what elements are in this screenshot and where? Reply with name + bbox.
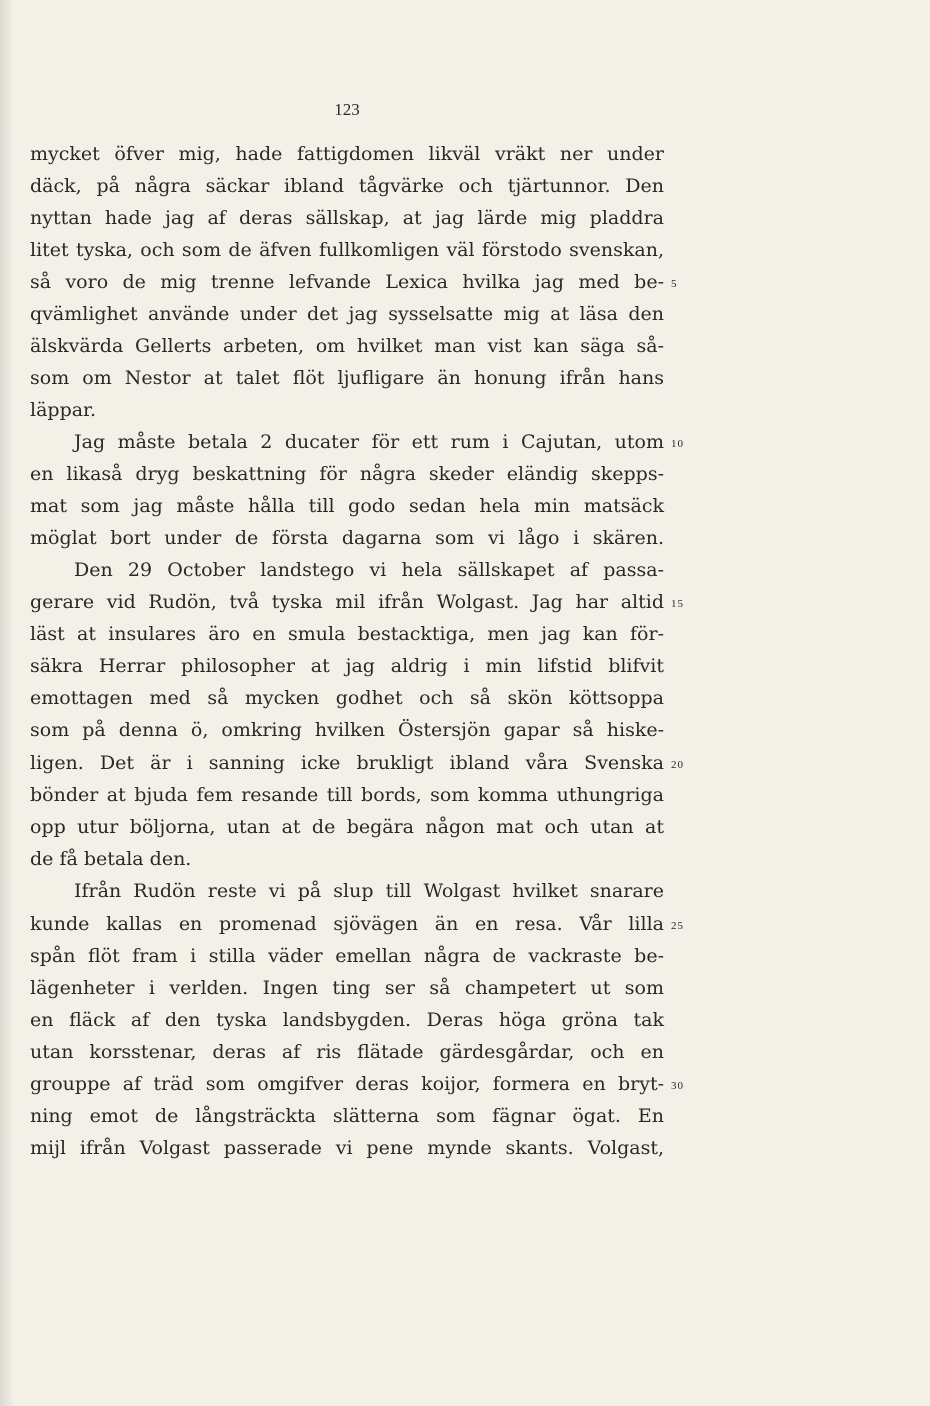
line-number: 30 xyxy=(671,1080,684,1092)
page-edge-shadow xyxy=(0,0,14,1406)
text-line: kunde kallas en promenad sjövägen än en resa. Vår lilla xyxy=(30,913,664,935)
text-line: en likaså dryg beskattning för några skeder eländig skepps- xyxy=(30,463,664,485)
text-line: ning emot de långsträckta slätterna som fägnar ögat. En xyxy=(30,1105,664,1127)
text-line: ligen. Det är i sanning icke brukligt ibland våra Svenska xyxy=(30,752,664,774)
text-line: som på denna ö, omkring hvilken Östersjön gapar så hiske- xyxy=(30,719,664,741)
text-line: som om Nestor at talet flöt ljufligare än honung ifrån hans xyxy=(30,367,664,389)
line-number: 10 xyxy=(671,438,684,450)
text-line: säkra Herrar philosopher at jag aldrig i min lifstid blifvit xyxy=(30,655,664,677)
line-number: 20 xyxy=(671,759,684,771)
text-line: älskvärda Gellerts arbeten, om hvilket man vist kan säga så- xyxy=(30,335,664,357)
text-line: Jag måste betala 2 ducater för ett rum i Cajutan, utom xyxy=(74,431,664,453)
text-line: spån flöt fram i stilla väder emellan några de vackraste be- xyxy=(30,945,664,967)
page-number: 123 xyxy=(334,100,360,119)
text-line: lägenheter i verlden. Ingen ting ser så champetert ut som xyxy=(30,977,664,999)
text-line: emottagen med så mycken godhet och så skön köttsoppa xyxy=(30,687,664,709)
text-line: mat som jag måste hålla till godo sedan hela min matsäck xyxy=(30,495,664,517)
text-line: läppar. xyxy=(30,399,97,421)
text-line: litet tyska, och som de äfven fullkomligen väl förstodo svenskan, xyxy=(30,239,664,261)
text-line: mycket öfver mig, hade fattigdomen likväl vräkt ner under xyxy=(30,143,664,165)
text-line: möglat bort under de första dagarna som vi lågo i skären. xyxy=(30,527,664,549)
text-line: grouppe af träd som omgifver deras koijor, formera en bryt- xyxy=(30,1073,664,1095)
text-line: Ifrån Rudön reste vi på slup till Wolgast hvilket snarare xyxy=(74,880,664,902)
text-line: Den 29 October landstego vi hela sällskapet af passa- xyxy=(74,559,664,581)
text-line: så voro de mig trenne lefvande Lexica hvilka jag med be- xyxy=(30,271,664,293)
text-line: läst at insulares äro en smula bestacktiga, men jag kan för- xyxy=(30,623,664,645)
text-line: en fläck af den tyska landsbygden. Deras höga gröna tak xyxy=(30,1009,664,1031)
line-number: 25 xyxy=(671,920,684,932)
text-line: opp utur böljorna, utan at de begära någon mat och utan at xyxy=(30,816,664,838)
text-line: nyttan hade jag af deras sällskap, at jag lärde mig pladdra xyxy=(30,207,664,229)
line-number: 15 xyxy=(671,598,684,610)
text-line: de få betala den. xyxy=(30,848,192,870)
text-line: däck, på några säckar ibland tågvärke och tjärtunnor. Den xyxy=(30,175,664,197)
text-line: gerare vid Rudön, två tyska mil ifrån Wolgast. Jag har altid xyxy=(30,591,664,613)
line-number: 5 xyxy=(671,278,678,290)
text-line: mijl ifrån Volgast passerade vi pene mynde skants. Volgast, xyxy=(30,1137,664,1159)
text-line: utan korsstenar, deras af ris flätade gärdesgårdar, och en xyxy=(30,1041,664,1063)
text-line: bönder at bjuda fem resande till bords, som komma uthungriga xyxy=(30,784,664,806)
text-line: qvämlighet använde under det jag sysselsatte mig at läsa den xyxy=(30,303,664,325)
